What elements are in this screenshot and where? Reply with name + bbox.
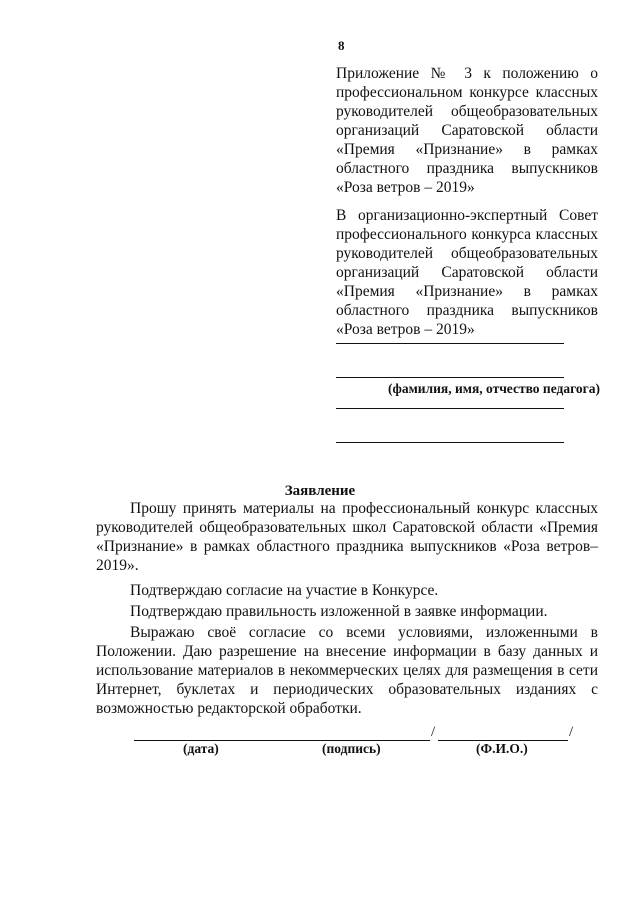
date-caption: (дата) (183, 741, 219, 756)
fio-caption: (фамилия, имя, отчество педагога) (388, 381, 601, 396)
signature-slash-2: / (569, 724, 574, 740)
fill-line-3 (336, 408, 564, 409)
document-title: Заявление (284, 483, 356, 499)
fill-line-4 (336, 442, 564, 443)
signature-slash-1: / (431, 724, 436, 740)
addressee-block: В организационно-экспертный Совет профессионального конкурса классных руководителей общеобразовательных организаций Саратовской области «Премия «Признание» в рамках областного праздника выпускников «Роза ветров – 2019» (336, 207, 598, 338)
paragraph-confirm: Подтверждаю правильность изложенной в заявке информации. (130, 603, 548, 620)
statement-body (96, 499, 598, 718)
signature-caption: (подпись) (322, 741, 381, 756)
fio-short-caption: (Ф.И.О.) (476, 741, 528, 756)
paragraph-consent: Подтверждаю согласие на участие в Конкурсе. (130, 582, 439, 599)
paragraph-agreement: Выражаю своё согласие со всеми условиями, изложенными в Положении. Даю разрешение на внесение информации в базу данных и использование материалов в некоммерческих целях для размещения в сети Интернет, буклетах и периодических образовательных изданиях с возможностью редакторской обработки. (96, 624, 598, 717)
signature-line (134, 740, 430, 741)
fill-line-2 (336, 377, 564, 378)
fill-line-1 (336, 343, 564, 344)
paragraph-request: Прошу принять материалы на профессиональный конкурс классных руководителей общеобразовательных школ Саратовской области «Премия «Признание» в рамках областного праздника выпускников «Роза ветров–2019». (96, 500, 598, 574)
appendix-note: Приложение № 3 к положению о профессиональном конкурсе классных руководителей общеобразовательных организаций Саратовской области «Премия «Признание» в рамках областного праздника выпускников «Роза ветров – 2019» (336, 65, 598, 196)
page-number: 8 (338, 38, 345, 53)
